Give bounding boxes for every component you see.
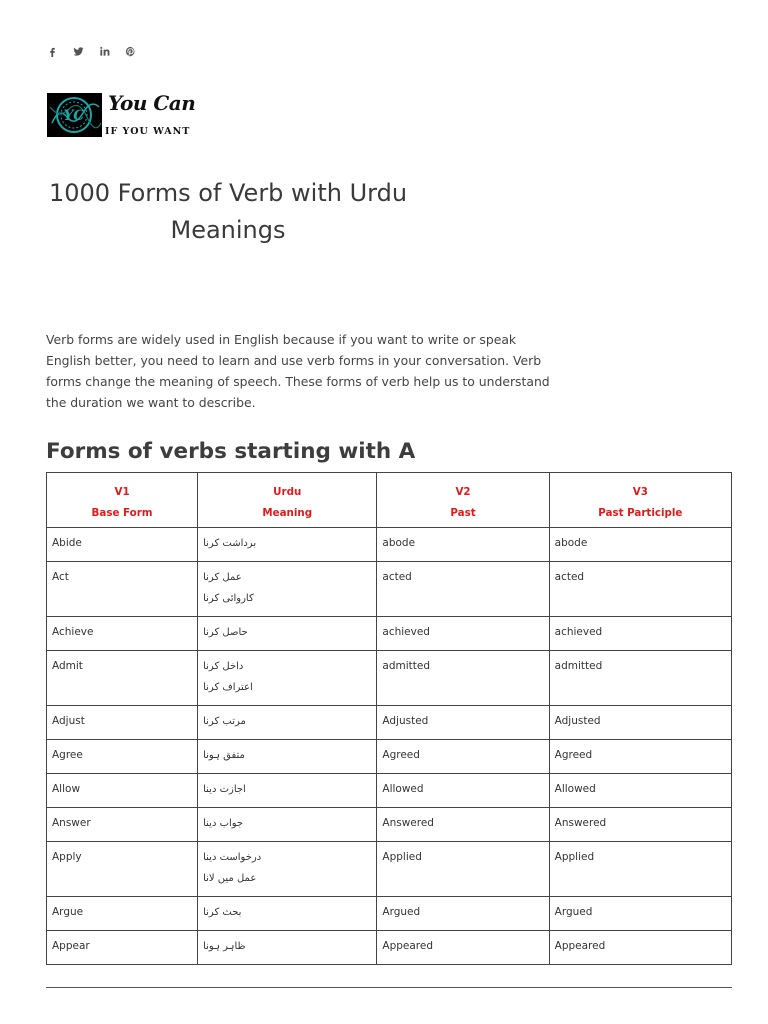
table-row	[47, 651, 732, 706]
table-row	[47, 931, 732, 965]
cell-past-participle: Adjusted	[549, 706, 731, 740]
urdu-meaning-line: برداشت کرنا	[203, 538, 257, 549]
cell-past: Answered	[377, 808, 549, 842]
cell-past: abode	[377, 528, 549, 562]
cell-past-participle: Answered	[549, 808, 731, 842]
urdu-meaning-line: کاروائی کرنا	[203, 593, 254, 604]
cell-urdu-meaning	[198, 562, 377, 617]
header-v3	[549, 473, 731, 528]
urdu-meaning-line: متفق ہونا	[203, 750, 245, 761]
page-title-line2: Meanings	[170, 216, 286, 244]
cell-base-form: Admit	[47, 651, 198, 706]
cell-base-form: Agree	[47, 740, 198, 774]
urdu-meaning-line: عمل میں لانا	[203, 873, 257, 884]
cell-urdu-meaning	[198, 808, 377, 842]
table-row	[47, 617, 732, 651]
cell-past: acted	[377, 562, 549, 617]
facebook-icon[interactable]	[46, 45, 58, 57]
logo-text-if-you-want: IF YOU WANT	[105, 126, 191, 137]
cell-past: Agreed	[377, 740, 549, 774]
site-logo[interactable]	[47, 93, 197, 139]
logo-monogram: YC	[63, 108, 85, 124]
cell-past-participle: admitted	[549, 651, 731, 706]
cell-base-form: Adjust	[47, 706, 198, 740]
table-row	[47, 740, 732, 774]
urdu-meaning-line: عمل کرنا	[203, 572, 242, 583]
cell-base-form: Answer	[47, 808, 198, 842]
cell-urdu-meaning	[198, 842, 377, 897]
cell-past-participle: Applied	[549, 842, 731, 897]
cell-past: achieved	[377, 617, 549, 651]
cell-base-form: Argue	[47, 897, 198, 931]
logo-text-you-can: You Can	[108, 91, 196, 115]
cell-past: Adjusted	[377, 706, 549, 740]
cell-past-participle: acted	[549, 562, 731, 617]
urdu-meaning-line: بحث کرنا	[203, 907, 242, 918]
header-v3-line2: Past Participle	[598, 507, 683, 519]
cell-past-participle: Argued	[549, 897, 731, 931]
table-row	[47, 562, 732, 617]
header-urdu	[198, 473, 377, 528]
urdu-meaning-line: ظاہر ہونا	[203, 941, 246, 952]
cell-past: Allowed	[377, 774, 549, 808]
urdu-meaning-line: جواب دینا	[203, 818, 244, 829]
header-urdu-line1: Urdu	[273, 486, 302, 498]
cell-past: Applied	[377, 842, 549, 897]
cell-urdu-meaning	[198, 931, 377, 965]
cell-urdu-meaning	[198, 740, 377, 774]
verb-forms-table	[46, 472, 732, 965]
cell-base-form: Allow	[47, 774, 198, 808]
header-v2	[377, 473, 549, 528]
cell-past-participle: Appeared	[549, 931, 731, 965]
cell-base-form: Appear	[47, 931, 198, 965]
urdu-meaning-line: درخواست دینا	[203, 852, 262, 863]
page-title	[30, 175, 426, 249]
header-v2-line1: V2	[455, 486, 471, 498]
cell-base-form: Apply	[47, 842, 198, 897]
cell-urdu-meaning	[198, 774, 377, 808]
divider	[46, 987, 732, 988]
social-links	[46, 45, 136, 57]
header-urdu-line2: Meaning	[262, 507, 313, 519]
cell-past: Argued	[377, 897, 549, 931]
cell-base-form: Abide	[47, 528, 198, 562]
cell-past-participle: achieved	[549, 617, 731, 651]
linkedin-icon[interactable]	[98, 45, 110, 57]
header-v1-line2: Base Form	[91, 507, 153, 519]
table-row	[47, 774, 732, 808]
table-header-row	[47, 473, 732, 528]
section-heading: Forms of verbs starting with A	[46, 439, 416, 464]
header-v1	[47, 473, 198, 528]
table-row	[47, 897, 732, 931]
cell-urdu-meaning	[198, 617, 377, 651]
urdu-meaning-line: مرتب کرنا	[203, 716, 246, 727]
header-v2-line2: Past	[450, 507, 476, 519]
urdu-meaning-line: اعتراف کرنا	[203, 682, 253, 693]
cell-past: admitted	[377, 651, 549, 706]
logo-badge	[47, 93, 102, 137]
cell-past-participle: Agreed	[549, 740, 731, 774]
intro-paragraph: Verb forms are widely used in English because if you want to write or speak English better, you need to learn and use verb forms in your conversation. Verb forms change the meaning of speech. These forms of verb help us to understand the duration we want to describe.	[46, 332, 550, 410]
table-row	[47, 528, 732, 562]
cell-urdu-meaning	[198, 897, 377, 931]
urdu-meaning-line: حاصل کرنا	[203, 627, 248, 638]
cell-urdu-meaning	[198, 706, 377, 740]
table-row	[47, 808, 732, 842]
table-body	[47, 528, 732, 965]
page-title-line1: 1000 Forms of Verb with Urdu	[48, 179, 408, 207]
urdu-meaning-line: اجازت دینا	[203, 784, 246, 795]
cell-base-form: Achieve	[47, 617, 198, 651]
cell-base-form: Act	[47, 562, 198, 617]
cell-past-participle: Allowed	[549, 774, 731, 808]
header-v1-line1: V1	[114, 486, 130, 498]
header-v3-line1: V3	[632, 486, 648, 498]
twitter-icon[interactable]	[72, 45, 84, 57]
table-row	[47, 842, 732, 897]
urdu-meaning-line: داخل کرنا	[203, 661, 244, 672]
cell-past: Appeared	[377, 931, 549, 965]
cell-urdu-meaning	[198, 651, 377, 706]
cell-urdu-meaning	[198, 528, 377, 562]
pinterest-icon[interactable]	[124, 45, 136, 57]
cell-past-participle: abode	[549, 528, 731, 562]
table-row	[47, 706, 732, 740]
